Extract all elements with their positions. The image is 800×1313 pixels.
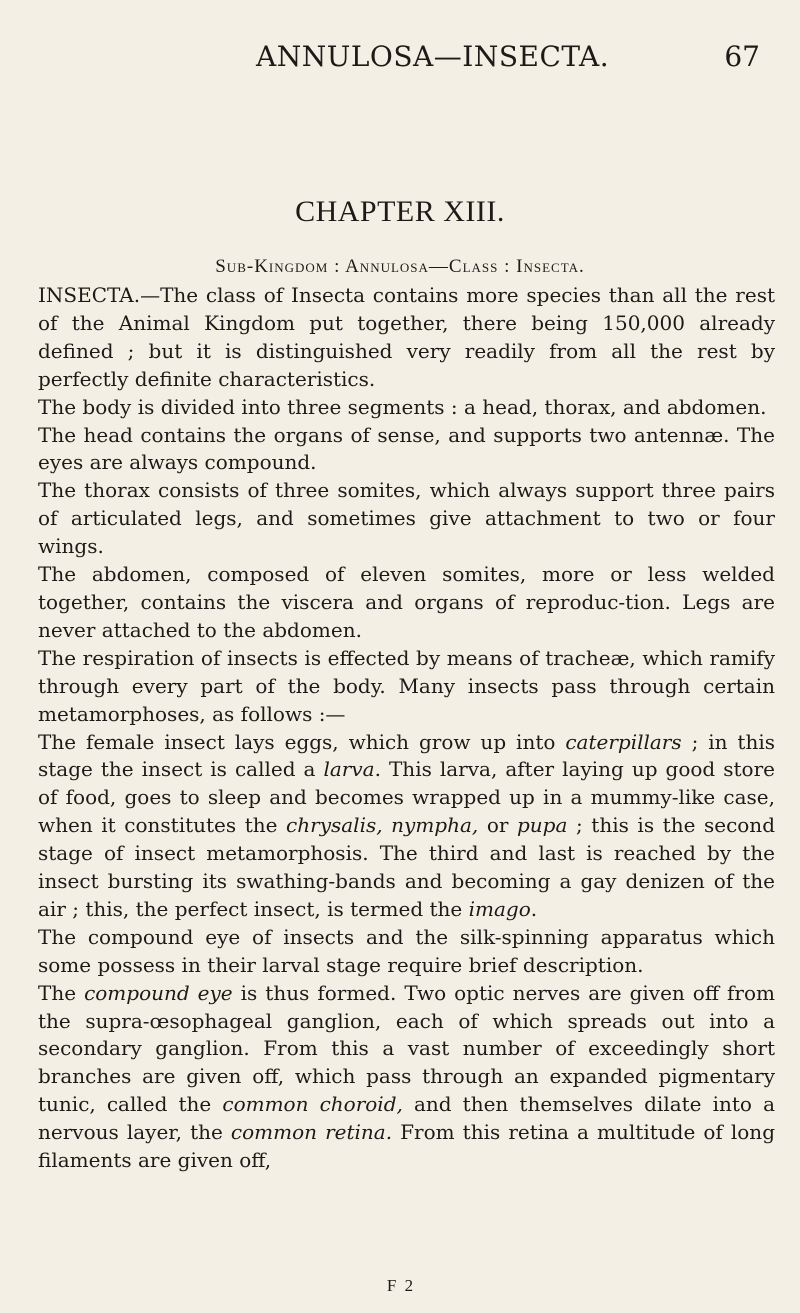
italic-term: compound eye bbox=[84, 980, 233, 1005]
italic-term: common choroid, bbox=[222, 1092, 403, 1117]
italic-term: larva bbox=[323, 757, 375, 782]
italic-term: pupa bbox=[517, 813, 568, 838]
running-head bbox=[0, 40, 800, 80]
italic-term: common retina. bbox=[230, 1120, 393, 1145]
paragraph-compound-eye-intro: The compound eye of insects and the silk-spinning apparatus which some possess in their larval stage require brief description. bbox=[38, 924, 775, 977]
paragraph-head: The head contains the organs of sense, and supports two antennæ. The eyes are always compound. bbox=[38, 422, 775, 475]
signature-letter: F bbox=[386, 1276, 397, 1295]
chapter-title: CHAPTER XIII. bbox=[295, 195, 505, 228]
text-run: and then themselves dilate into a nervous layer, the bbox=[38, 1092, 776, 1145]
paragraph-lead: INSECTA. bbox=[38, 283, 141, 307]
text-run: ; in this stage the insect is called a bbox=[38, 729, 776, 782]
text-run: or bbox=[478, 813, 517, 838]
italic-term: caterpillars bbox=[565, 729, 682, 754]
signature-mark bbox=[0, 1276, 800, 1296]
paragraph-respiration: The respiration of insects is effected by means of tracheæ, which ramify through every part of the body. Many insects pass through certain metamorphoses, as follows :— bbox=[38, 645, 775, 726]
paragraph-metamorphosis bbox=[38, 729, 775, 924]
paragraph-thorax: The thorax consists of three somites, which always support three pairs of articulated legs, and sometimes give attachment to two or four wings. bbox=[38, 478, 775, 559]
text-run: The female insect lays eggs, which grow up into bbox=[38, 729, 566, 754]
paragraph-body-segments: The body is divided into three segments : a head, thorax, and abdomen. bbox=[38, 394, 767, 419]
paragraph-insecta bbox=[38, 282, 775, 394]
text-run: The bbox=[38, 980, 85, 1005]
text-run: ; this is the second stage of insect metamorphosis. The third and last is reached by the insect bursting its swathing-bands and becoming a gay denizen of the air ; this, the perfect insect, is termed the bbox=[38, 813, 775, 921]
italic-term: chrysalis, nympha, bbox=[286, 813, 479, 838]
text-run: From this retina a multitude of long filaments are given off, bbox=[38, 1120, 775, 1173]
paragraph-abdomen: The abdomen, composed of eleven somites, more or less welded together, contains the viscera and organs of reproduc-tion. Legs are never attached to the abdomen. bbox=[38, 562, 775, 642]
paragraph-compound-eye bbox=[38, 980, 775, 1175]
paragraph-text: —The class of Insecta contains more species than all the rest of the Animal Kingdom put together, there being 150,000 already defined ; but it is distinguished very readily from all the rest by perfectly definite characteristics. bbox=[38, 283, 775, 391]
italic-term: imago bbox=[468, 896, 531, 921]
signature-number: 2 bbox=[404, 1276, 414, 1295]
running-title: ANNULOSA—INSECTA. bbox=[256, 40, 610, 73]
chapter-subheading: Sub-Kingdom : Annulosa—Class : Insecta. bbox=[215, 256, 585, 277]
page-number: 67 bbox=[724, 40, 760, 73]
text-run: is thus formed. Two optic nerves are given off from the supra-œsophageal ganglion, each of which spreads out into a secondary ganglion. From this a vast number of exceedingly short branches are given off, which pass through an expanded pigmentary tunic, called the bbox=[38, 980, 775, 1117]
text-run: . bbox=[530, 896, 538, 921]
body-text bbox=[38, 282, 775, 1175]
text-run: . This larva, after laying up good store of food, goes to sleep and becomes wrapped up in a mummy-like case, when it constitutes the bbox=[38, 757, 775, 838]
